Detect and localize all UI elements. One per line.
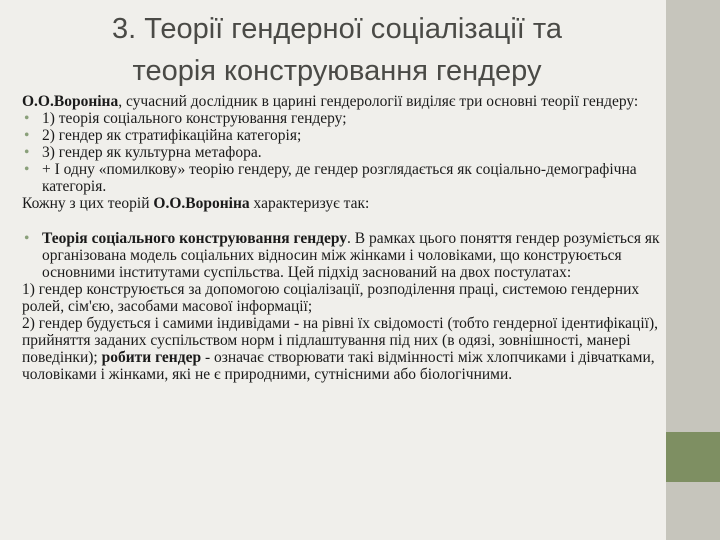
summary-paragraph [22,195,662,212]
sidebar-accent-block [666,432,720,482]
intro-paragraph [22,93,662,110]
theory-list-item-3 [22,144,662,161]
slide-title-line-1: 3. Теорії гендерної соціалізації та [112,13,562,45]
list-item-text: 2) гендер як стратифікаційна категорія; [42,127,302,144]
summary-author: О.О.Вороніна [153,195,250,212]
bullet-icon: • [24,230,30,247]
postulate-2-rest: - означає створювати такі відмінності між хлопчиками і дівчатками, чоловіками і жінками, які не є природними, сутнісними або біологічними. [22,349,655,383]
postulate-1: 1) гендер конструюється за допомогою соціалізації, розподілення праці, системою гендерних ролей, сім'єю, засобами масової інформації; [22,281,640,315]
intro-author: О.О.Вороніна [22,93,119,110]
postulate-2-bold: робити гендер [101,349,202,366]
list-item-text: + І одну «помилкову» теорію гендеру, де гендер розглядається як соціально-демографічна категорія. [42,161,637,195]
theory-description-item [22,230,662,281]
summary-text-end: характеризує так: [249,195,370,212]
list-item-text: 3) гендер як культурна метафора. [42,144,262,161]
intro-text: , сучасний дослідник в царині гендерології виділяє три основні теорії гендеру: [118,93,639,110]
postulate-2 [22,315,662,383]
theory-list-item-2 [22,127,662,144]
theory-heading: Теорія соціального конструювання гендеру [42,230,348,247]
slide-body [22,93,662,383]
bullet-icon: • [24,110,30,127]
theory-text: . В рамках цього поняття гендер розуміється як організована модель соціальних відносин між жінками і чоловіками, що конструюється основними інститутами суспільства. Цей підхід заснований на двох постулатах: [42,230,660,281]
spacer [22,212,662,230]
summary-text-start: Кожну з цих теорій [22,195,154,212]
theory-list-item-1 [22,110,662,127]
slide-title-line-2: теорія конструювання гендеру [132,55,542,87]
theory-list-item-4 [22,161,662,195]
bullet-icon: • [24,144,30,161]
bullet-icon: • [24,127,30,144]
slide-title [12,8,662,92]
list-item-text: 1) теорія соціального конструювання гендеру; [42,110,347,127]
postulate-2-text: 2) гендер будується і самими індивідами - на рівні їх свідомості (тобто гендерної ідентифікації), прийняття заданих суспільством норм і підлаштування під них (в одязі, зовнішності, манері поведінки); [22,315,658,366]
bullet-icon: • [24,161,30,178]
